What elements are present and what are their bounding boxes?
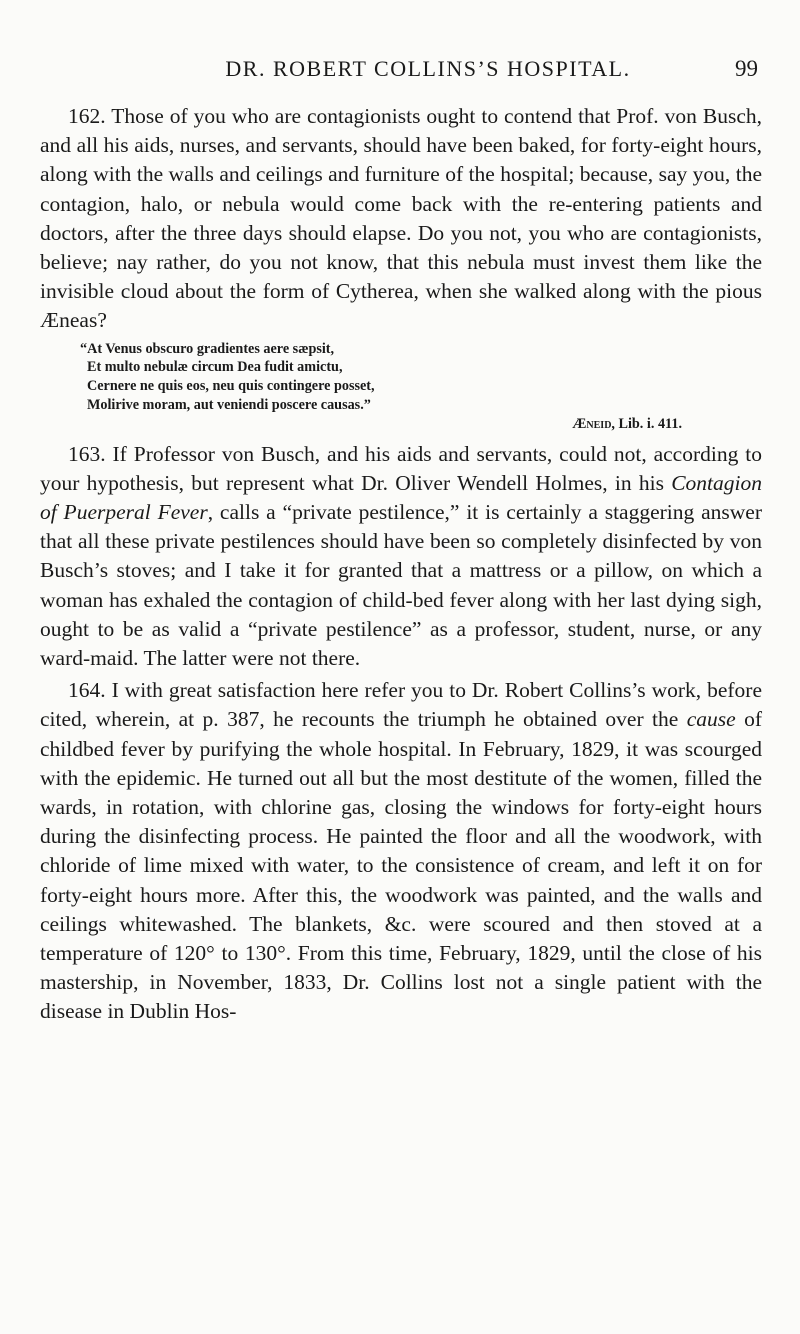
page-number: 99	[735, 56, 758, 81]
paragraph-162: 162. Those of you who are contagionists ought to contend that Prof. von Busch, and all his aids, nurses, and servants, should have been baked, for forty-eight hours, along with the walls and ceilings and furniture of the hospital; because, say you, the contagion, halo, or nebula would come back with the re-entering patients and doctors, after the three days should elapse. Do you not, you who are contagionists, believe; nay rather, do you not know, that this nebula must invest them like the invisible cloud about the form of Cytherea, when she walked along with the pious Æneas?	[40, 104, 762, 333]
paragraph-164-part-b: of childbed fever by purifying the whole hospital. In February, 1829, it was scourged with the epidemic. He turned out all but the most destitute of the women, filled the wards, in rotation, with chlorine gas, closing the windows for forty-eight hours during the disinfecting process. He painted the floor and all the woodwork, with chloride of lime mixed with water, to the consistence of cream, and left it on for forty-eight hours more. After this, the woodwork was painted, and the walls and ceilings whitewashed. The blankets, &c. were scoured and then stoved at a temperature of 120° to 130°. From this time, February, 1829, until the close of his mastership, in November, 1833, Dr. Collins lost not a single patient with the disease in Dublin Hos-	[40, 707, 762, 1024]
citation-reference: , Lib. i. 411.	[611, 415, 682, 432]
paragraph-163	[40, 440, 762, 674]
quote-line: Cernere ne quis eos, neu quis contingere posset,	[87, 378, 375, 395]
paragraph-163-part-b: , calls a “private pestilence,” it is certainly a staggering answer that all these private pestilences should have been so completely disinfected by von Busch’s stoves; and I take it for granted that a mattress or a pillow, on which a woman has exhaled the contagion of child-bed fever along with her last dying sigh, ought to be as valid a “private pestilence” as a professor, student, nurse, or any ward-maid. The latter were not there.	[40, 500, 762, 671]
paragraph-164-part-a: 164. I with great satisfaction here refer you to Dr. Robert Collins’s work, before cited, wherein, at p. 387, he recounts the triumph he obtained over the	[40, 678, 762, 732]
citation-work: Æneid	[572, 415, 612, 432]
quote-line: “At Venus obscuro gradientes aere sæpsit,	[80, 340, 335, 357]
running-head: DR. ROBERT COLLINS’S HOSPITAL.	[225, 56, 631, 81]
emphasis-cause: cause	[686, 707, 736, 732]
book-title: Contagion of Puerperal Fever	[40, 470, 762, 525]
quote-citation	[80, 415, 762, 434]
paragraph-163-part-a: 163. If Professor von Busch, and his aids and servants, could not, according to your hypothesis, but represent what Dr. Oliver Wendell Holmes, in his	[40, 441, 762, 495]
paragraph-164	[40, 676, 762, 1026]
quote-line: Molirive moram, aut veniendi poscere causas.”	[87, 397, 371, 414]
quote-line: Et multo nebulæ circum Dea fudit amictu,	[87, 359, 343, 376]
latin-quotation	[40, 340, 762, 434]
page-header	[0, 56, 800, 86]
page-body	[40, 102, 762, 1027]
